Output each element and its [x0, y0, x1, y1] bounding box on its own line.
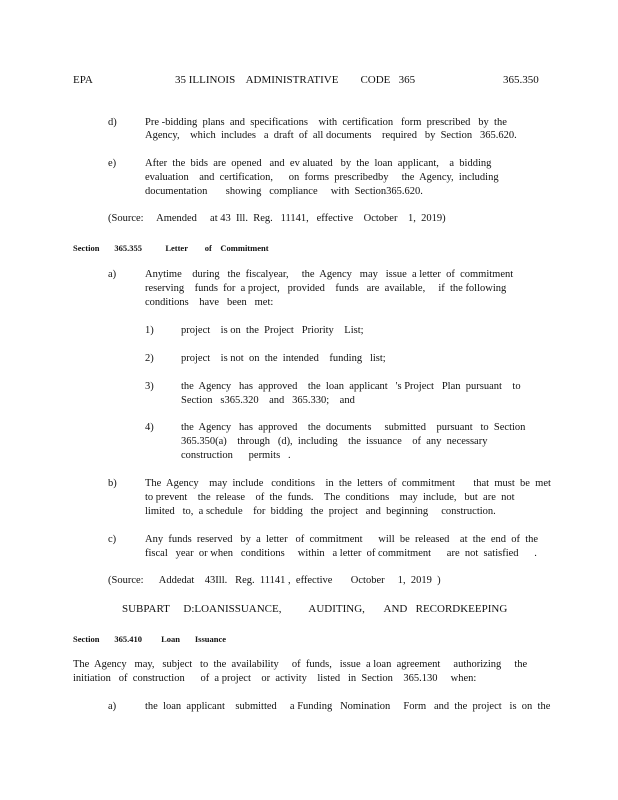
s355-b-label: b)	[108, 478, 117, 489]
s355-c-label: c)	[108, 534, 117, 545]
header-left: EPA	[73, 74, 93, 86]
s355-c-line-2: fiscal year or when conditions within a letter of commitment are not satisfied .	[145, 548, 537, 559]
condition-4-line-2: 365.350(a) through (d), including the issuance of any necessary	[181, 436, 488, 447]
condition-4-line-1: the Agency has approved the documents submitted pursuant to Section	[181, 422, 526, 433]
s355-b-line-2: to prevent the release of the funds. The conditions may include, but are not	[145, 492, 515, 503]
s355-a-line-1: Anytime during the fiscalyear, the Agency may issue a letter of commitment	[145, 269, 514, 280]
condition-3-line-1: the Agency has approved the loan applicant 's Project Plan pursuant to	[181, 381, 521, 392]
s410-a-line-1: the loan applicant submitted a Funding Nomination Form and the project is on the	[145, 701, 551, 712]
item-d-label: d)	[108, 117, 117, 128]
s355-b-line-1: The Agency may include conditions in the letters of commitment that must be met	[145, 478, 551, 489]
s410-intro-line-2: initiation of construction of a project or activity listed in Section 365.130 when:	[73, 673, 477, 684]
condition-4-label: 4)	[145, 422, 154, 433]
condition-4-line-3: construction permits .	[181, 450, 291, 461]
header-center: 35 ILLINOIS ADMINISTRATIVE CODE 365	[175, 74, 416, 86]
subpart-d-heading: SUBPART D:LOANISSUANCE, AUDITING, AND RECORDKEEPING	[122, 603, 508, 615]
s410-a-label: a)	[108, 701, 117, 712]
section-365-355-heading: Section 365.355 Letter of Commitment	[73, 243, 269, 253]
source-note-1: (Source: Amended at 43 Ill. Reg. 11141, effective October 1, 2019)	[108, 213, 446, 224]
condition-2-label: 2)	[145, 353, 154, 364]
item-d-line-1: Pre -bidding plans and specifications with certification form prescribed by the	[145, 117, 507, 128]
s355-a-line-2: reserving funds for a project, provided funds are available, if the following	[145, 283, 507, 294]
condition-1-text: project is on the Project Priority List;	[181, 325, 364, 336]
s355-c-line-1: Any funds reserved by a letter of commitment will be released at the end of the	[145, 534, 539, 545]
item-e-label: e)	[108, 158, 117, 169]
condition-1-label: 1)	[145, 325, 154, 336]
condition-2-text: project is not on the intended funding list;	[181, 353, 386, 364]
header-right: 365.350	[503, 74, 539, 86]
s355-a-line-3: conditions have been met:	[145, 297, 274, 308]
item-e-line-2: evaluation and certification, on forms prescribedby the Agency, including	[145, 172, 499, 183]
s355-a-label: a)	[108, 269, 117, 280]
section-365-410-heading: Section 365.410 Loan Issuance	[73, 634, 227, 644]
condition-3-label: 3)	[145, 381, 154, 392]
source-note-2: (Source: Addedat 43Ill. Reg. 11141 , effective October 1, 2019 )	[108, 575, 441, 586]
condition-3-line-2: Section s365.320 and 365.330; and	[181, 395, 355, 406]
s355-b-line-3: limited to, a schedule for bidding the project and beginning construction.	[145, 506, 496, 517]
item-e-line-3: documentation showing compliance with Section365.620.	[145, 186, 423, 197]
item-e-line-1: After the bids are opened and ev aluated by the loan applicant, a bidding	[145, 158, 492, 169]
item-d-line-2: Agency, which includes a draft of all documents required by Section 365.620.	[145, 130, 517, 141]
s410-intro-line-1: The Agency may, subject to the availability of funds, issue a loan agreement authorizing the	[73, 659, 528, 670]
